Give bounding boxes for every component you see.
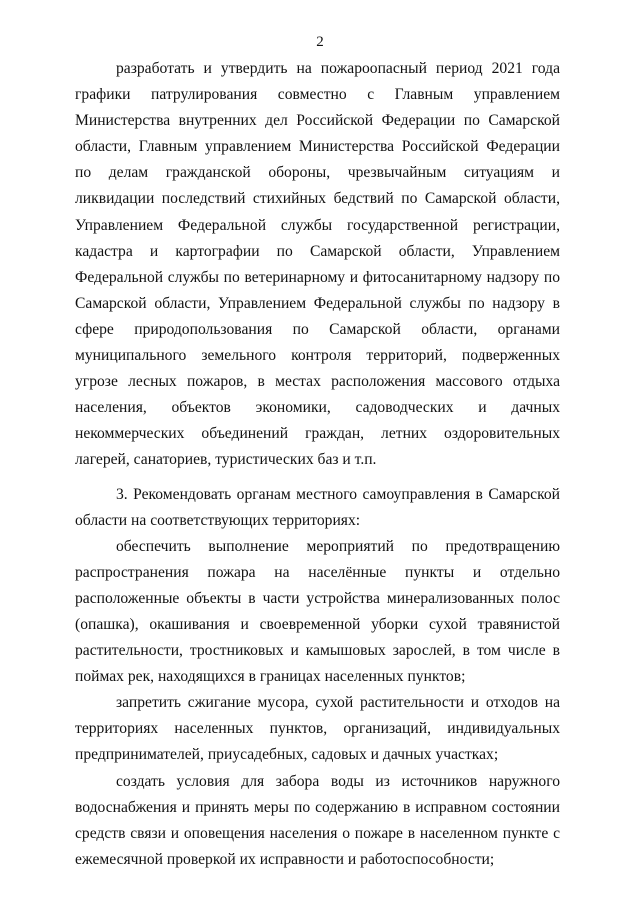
- document-body: [75, 56, 560, 873]
- paragraph-item-3-recommendation: 3. Рекомендовать органам местного самоуправления в Самарской области на соответствующих территориях:: [75, 485, 560, 529]
- paragraph-burning-ban: запретить сжигание мусора, сухой растительности и отходов на территориях населенных пунктов, организаций, индивидуальных предпринимателей, приусадебных, садовых и дачных участках;: [75, 694, 560, 764]
- page-number: 2: [316, 34, 324, 50]
- paragraph-water-supply-conditions: создать условия для забора воды из источников наружного водоснабжения и принять меры по содержанию в исправном состоянии средств связи и оповещения населения о пожаре в населенном пункте с ежемесячной проверкой их исправности и работоспособности;: [75, 772, 560, 868]
- paragraph-fire-spread-prevention: обеспечить выполнение мероприятий по предотвращению распространения пожара на населённые пункты и отдельно расположенные объекты в части устройства минерализованных полос (опашка), окашивания и своевременной уборки сухой травянистой растительности, тростниковых и камышовых зарослей, в том числе в поймах рек, находящихся в границах населенных пунктов;: [75, 537, 560, 686]
- paragraph-patrol-schedules: разработать и утвердить на пожароопасный период 2021 года графики патрулирования совместно с Главным управлением Министерства внутренних дел Российской Федерации по Самарской области, Главным управлением Министерства Российской Федерации по делам гражданской обороны, чрезвычайным ситуациям и ликвидации последствий стихийных бедствий по Самарской области, Управлением Федеральной службы государственной регистрации, кадастра и картографии по Самарской области, Управлением Федеральной службы по ветеринарному и фитосанитарному надзору по Самарской области, Управлением Федеральной службы по надзору в сфере природопользования по Самарской области, органами муниципального земельного контроля территорий, подверженных угрозе лесных пожаров, в местах расположения массового отдыха населения, объектов экономики, садоводческих и дачных некоммерческих объединений граждан, летних оздоровительных лагерей, санаториев, туристических баз и т.п.: [75, 60, 560, 469]
